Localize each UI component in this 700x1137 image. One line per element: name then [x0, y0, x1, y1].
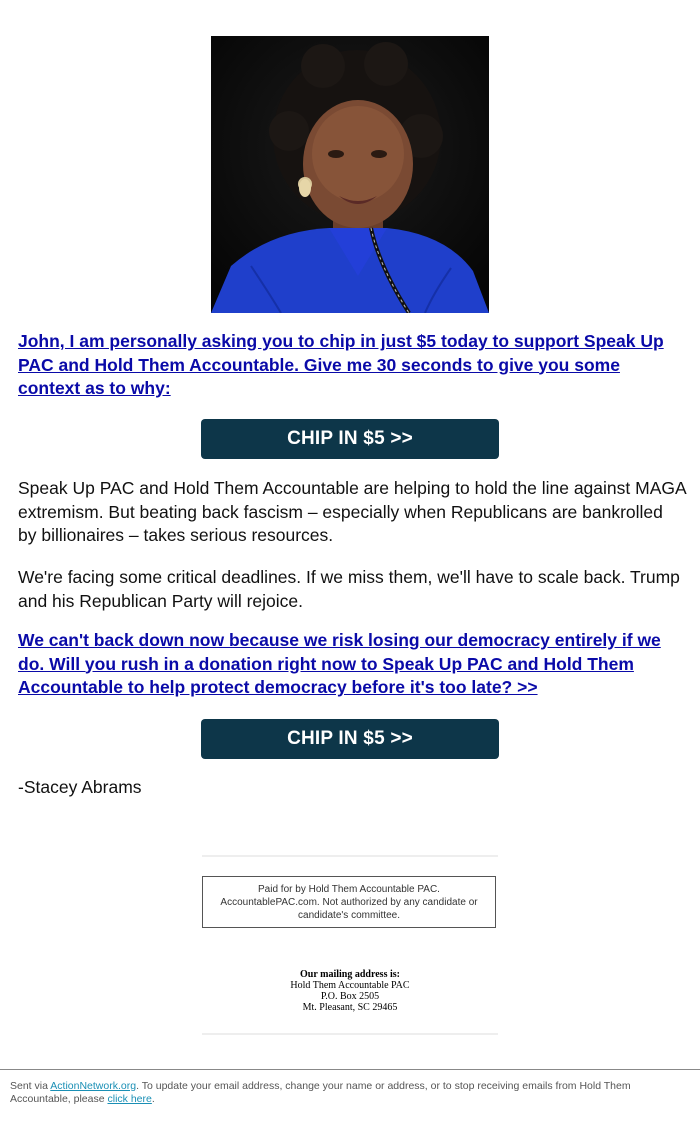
disclaimer-text: Paid for by Hold Them Accountable PAC. AccountablePAC.com. Not authorized by any candidate or candidate's committee. [220, 883, 478, 921]
urgent-donation-link[interactable]: We can't back down now because we risk losing our democracy entirely if we do. Will you rush in a donation right now to Speak Up PAC and Hold Them Accountable to help protect democracy before it's too late? >> [18, 630, 661, 697]
paid-for-disclaimer [202, 876, 496, 928]
paragraph-1: Speak Up PAC and Hold Them Accountable are helping to hold the line against MAGA extremism. But beating back fascism – especially when Republicans are bankrolled by billionaires – takes serious resources. [18, 478, 686, 545]
paragraph-2: We're facing some critical deadlines. If we miss them, we'll have to scale back. Trump and his Republican Party will rejoice. [18, 567, 680, 611]
footer-middle: . To update your email address, change your name or address, or to stop receiving emails from Hold Them Accountable, please [10, 1080, 631, 1105]
intro-paragraph [18, 330, 686, 401]
chip-in-button-2[interactable]: CHIP IN $5 >> [201, 719, 499, 759]
click-here-link[interactable]: click here [107, 1093, 152, 1105]
intro-donation-link[interactable]: John, I am personally asking you to chip in just $5 today to support Speak Up PAC and Hold Them Accountable. Give me 30 seconds to give you some context as to why: [18, 331, 664, 398]
mailing-address [200, 969, 500, 1013]
address-line2: Mt. Pleasant, SC 29465 [302, 1002, 398, 1013]
address-name: Hold Them Accountable PAC [290, 980, 410, 991]
footer-divider [0, 1069, 700, 1070]
urgent-paragraph [18, 629, 686, 700]
footer [10, 1080, 680, 1106]
portrait-image [211, 36, 489, 313]
action-network-link[interactable]: ActionNetwork.org [50, 1080, 137, 1092]
divider-bottom [202, 1033, 498, 1035]
footer-suffix: . [151, 1093, 155, 1105]
divider-top [202, 855, 498, 857]
address-heading: Our mailing address is: [300, 969, 400, 980]
address-line1: P.O. Box 2505 [320, 991, 380, 1002]
signature: -Stacey Abrams [18, 777, 142, 797]
chip-in-button-1[interactable]: CHIP IN $5 >> [201, 419, 499, 459]
footer-prefix: Sent via [10, 1080, 51, 1092]
